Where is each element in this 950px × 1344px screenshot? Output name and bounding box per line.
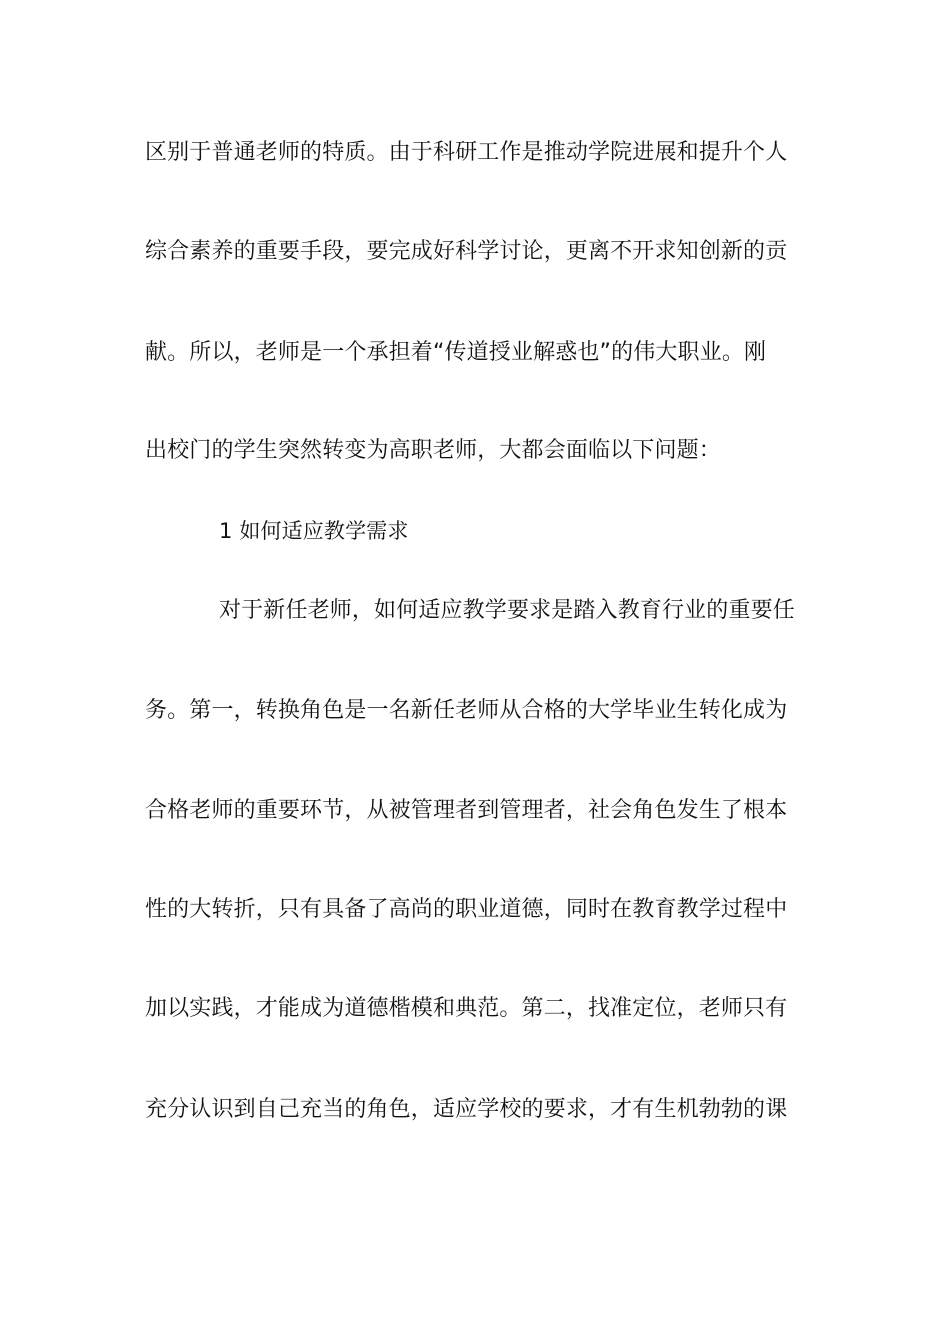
paragraph-line: 综合素养的重要手段，要完成好科学讨论，更离不开求知创新的贡: [145, 239, 788, 264]
paragraph-line: 加以实践，才能成为道德楷模和典范。第二，找准定位，老师只有: [145, 996, 788, 1021]
paragraph-line: 出校门的学生突然转变为高职老师，大都会面临以下问题：: [145, 438, 721, 463]
paragraph-line: 合格老师的重要环节，从被管理者到管理者，社会角色发生了根本: [145, 798, 788, 823]
paragraph-line: 对于新任老师，如何适应教学要求是踏入教育行业的重要任: [219, 598, 795, 623]
paragraph-line: 性的大转折，只有具备了高尚的职业道德，同时在教育教学过程中: [145, 897, 788, 922]
paragraph-line: 区别于普通老师的特质。由于科研工作是推动学院进展和提升个人: [145, 140, 788, 165]
paragraph-line: 务。第一，转换角色是一名新任老师从合格的大学毕业生转化成为: [145, 698, 788, 723]
section-heading: 1 如何适应教学需求: [219, 519, 409, 543]
paragraph-line: 献。所以，老师是一个承担着“传道授业解惑也”的伟大职业。刚: [145, 340, 767, 365]
paragraph-line: 充分认识到自己充当的角色，适应学校的要求，才有生机勃勃的课: [145, 1097, 788, 1122]
